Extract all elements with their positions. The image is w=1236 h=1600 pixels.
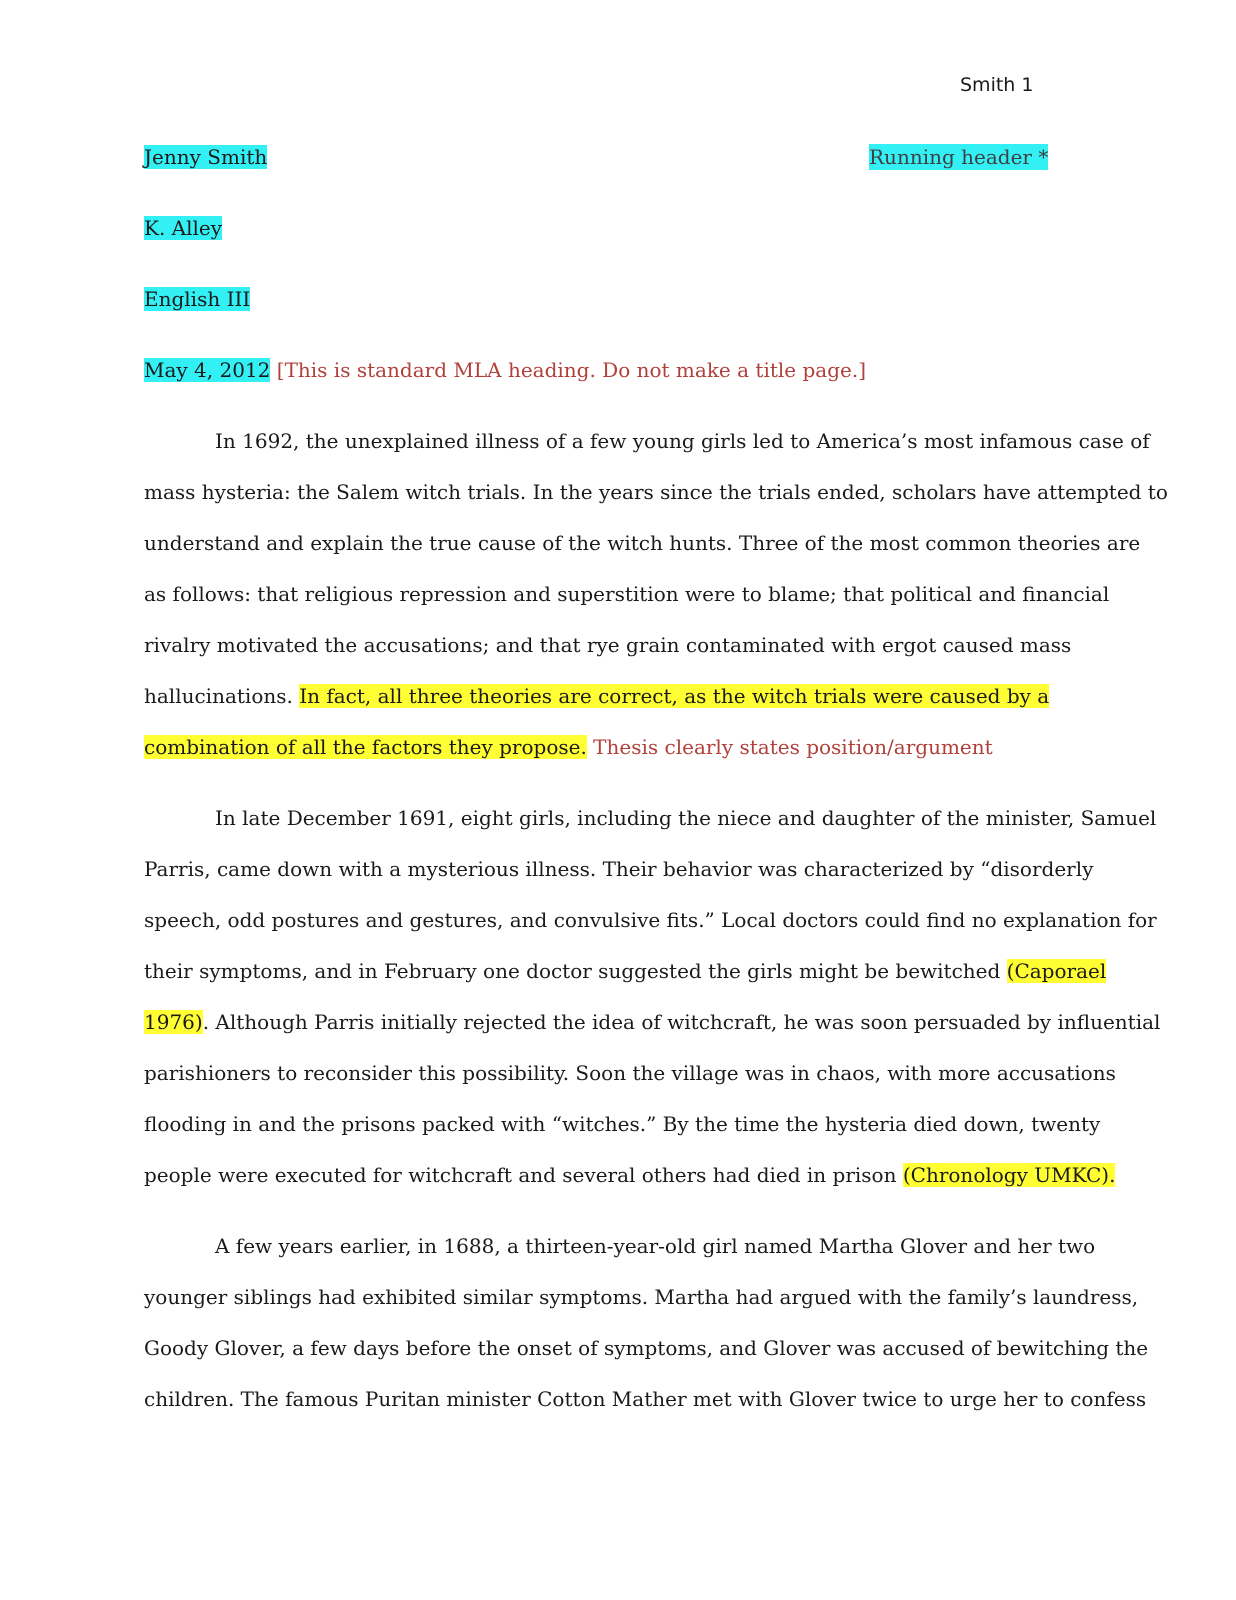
p1-line-5: rivalry motivated the accusations; and that rye grain contaminated with ergot caused mass <box>144 633 1072 657</box>
p1-line-3: understand and explain the true cause of the witch hunts. Three of the most common theories are <box>144 531 1141 555</box>
p2-line-5 <box>144 1009 1161 1035</box>
heading-teacher-line <box>144 215 1084 241</box>
heading-date-line <box>144 357 1084 383</box>
heading-teacher: K. Alley <box>144 216 223 240</box>
p2-line-8 <box>144 1162 1116 1188</box>
p3-line-4: children. The famous Puritan minister Cotton Mather met with Glover twice to urge her to confess <box>144 1387 1147 1411</box>
heading-name: Jenny Smith <box>144 145 268 169</box>
p2-line-7: flooding in and the prisons packed with “witches.” By the time the hysteria died down, twenty <box>144 1112 1101 1136</box>
heading-comment: [This is standard MLA heading. Do not make a title page.] <box>276 358 866 382</box>
heading-course-line <box>144 286 1084 312</box>
p1-line-6-text: hallucinations. <box>144 684 300 708</box>
p1-line-7 <box>144 734 1084 760</box>
heading-course: English III <box>144 287 251 311</box>
p1-line-2: mass hysteria: the Salem witch trials. In the years since the trials ended, scholars have attempted to <box>144 480 1168 504</box>
p2-line-8-text: people were executed for witchcraft and several others had died in prison <box>144 1163 903 1187</box>
p2-line-3: speech, odd postures and gestures, and convulsive fits.” Local doctors could find no explanation for <box>144 908 1157 932</box>
thesis-highlight-2: combination of all the factors they propose. <box>144 735 587 759</box>
p3-line-1: A few years earlier, in 1688, a thirteen-year-old girl named Martha Glover and her two <box>215 1234 1096 1258</box>
running-header-note: Running header * <box>869 145 1049 169</box>
p2-line-5-text: . Although Parris initially rejected the idea of witchcraft, he was soon persuaded by influential <box>202 1010 1161 1034</box>
p2-line-4 <box>144 958 1107 984</box>
thesis-highlight-1: In fact, all three theories are correct, as the witch trials were caused by a <box>299 684 1050 708</box>
p1-line-4: as follows: that religious repression and superstition were to blame; that political and financial <box>144 582 1110 606</box>
citation-caporael-1: (Caporael <box>1006 959 1107 983</box>
p2-line-2: Parris, came down with a mysterious illness. Their behavior was characterized by “disorderly <box>144 857 1094 881</box>
thesis-comment: Thesis clearly states position/argument <box>586 735 993 759</box>
heading-date: May 4, 2012 <box>144 358 271 382</box>
heading-name-line <box>144 144 1084 170</box>
p1-line-6 <box>144 683 1084 709</box>
p3-line-3: Goody Glover, a few days before the onset of symptoms, and Glover was accused of bewitching the <box>144 1336 1149 1360</box>
p2-line-4-text: their symptoms, and in February one doctor suggested the girls might be bewitched <box>144 959 1007 983</box>
citation-chronology: (Chronology UMKC). <box>902 1163 1116 1187</box>
p3-line-2: younger siblings had exhibited similar symptoms. Martha had argued with the family’s laundress, <box>144 1285 1139 1309</box>
page-number: Smith 1 <box>960 74 1034 96</box>
p2-line-6: parishioners to reconsider this possibility. Soon the village was in chaos, with more accusations <box>144 1061 1116 1085</box>
p2-line-1: In late December 1691, eight girls, including the niece and daughter of the minister, Samuel <box>215 806 1157 830</box>
p1-line-1: In 1692, the unexplained illness of a few young girls led to America’s most infamous case of <box>215 429 1150 453</box>
citation-caporael-2: 1976) <box>144 1010 203 1034</box>
